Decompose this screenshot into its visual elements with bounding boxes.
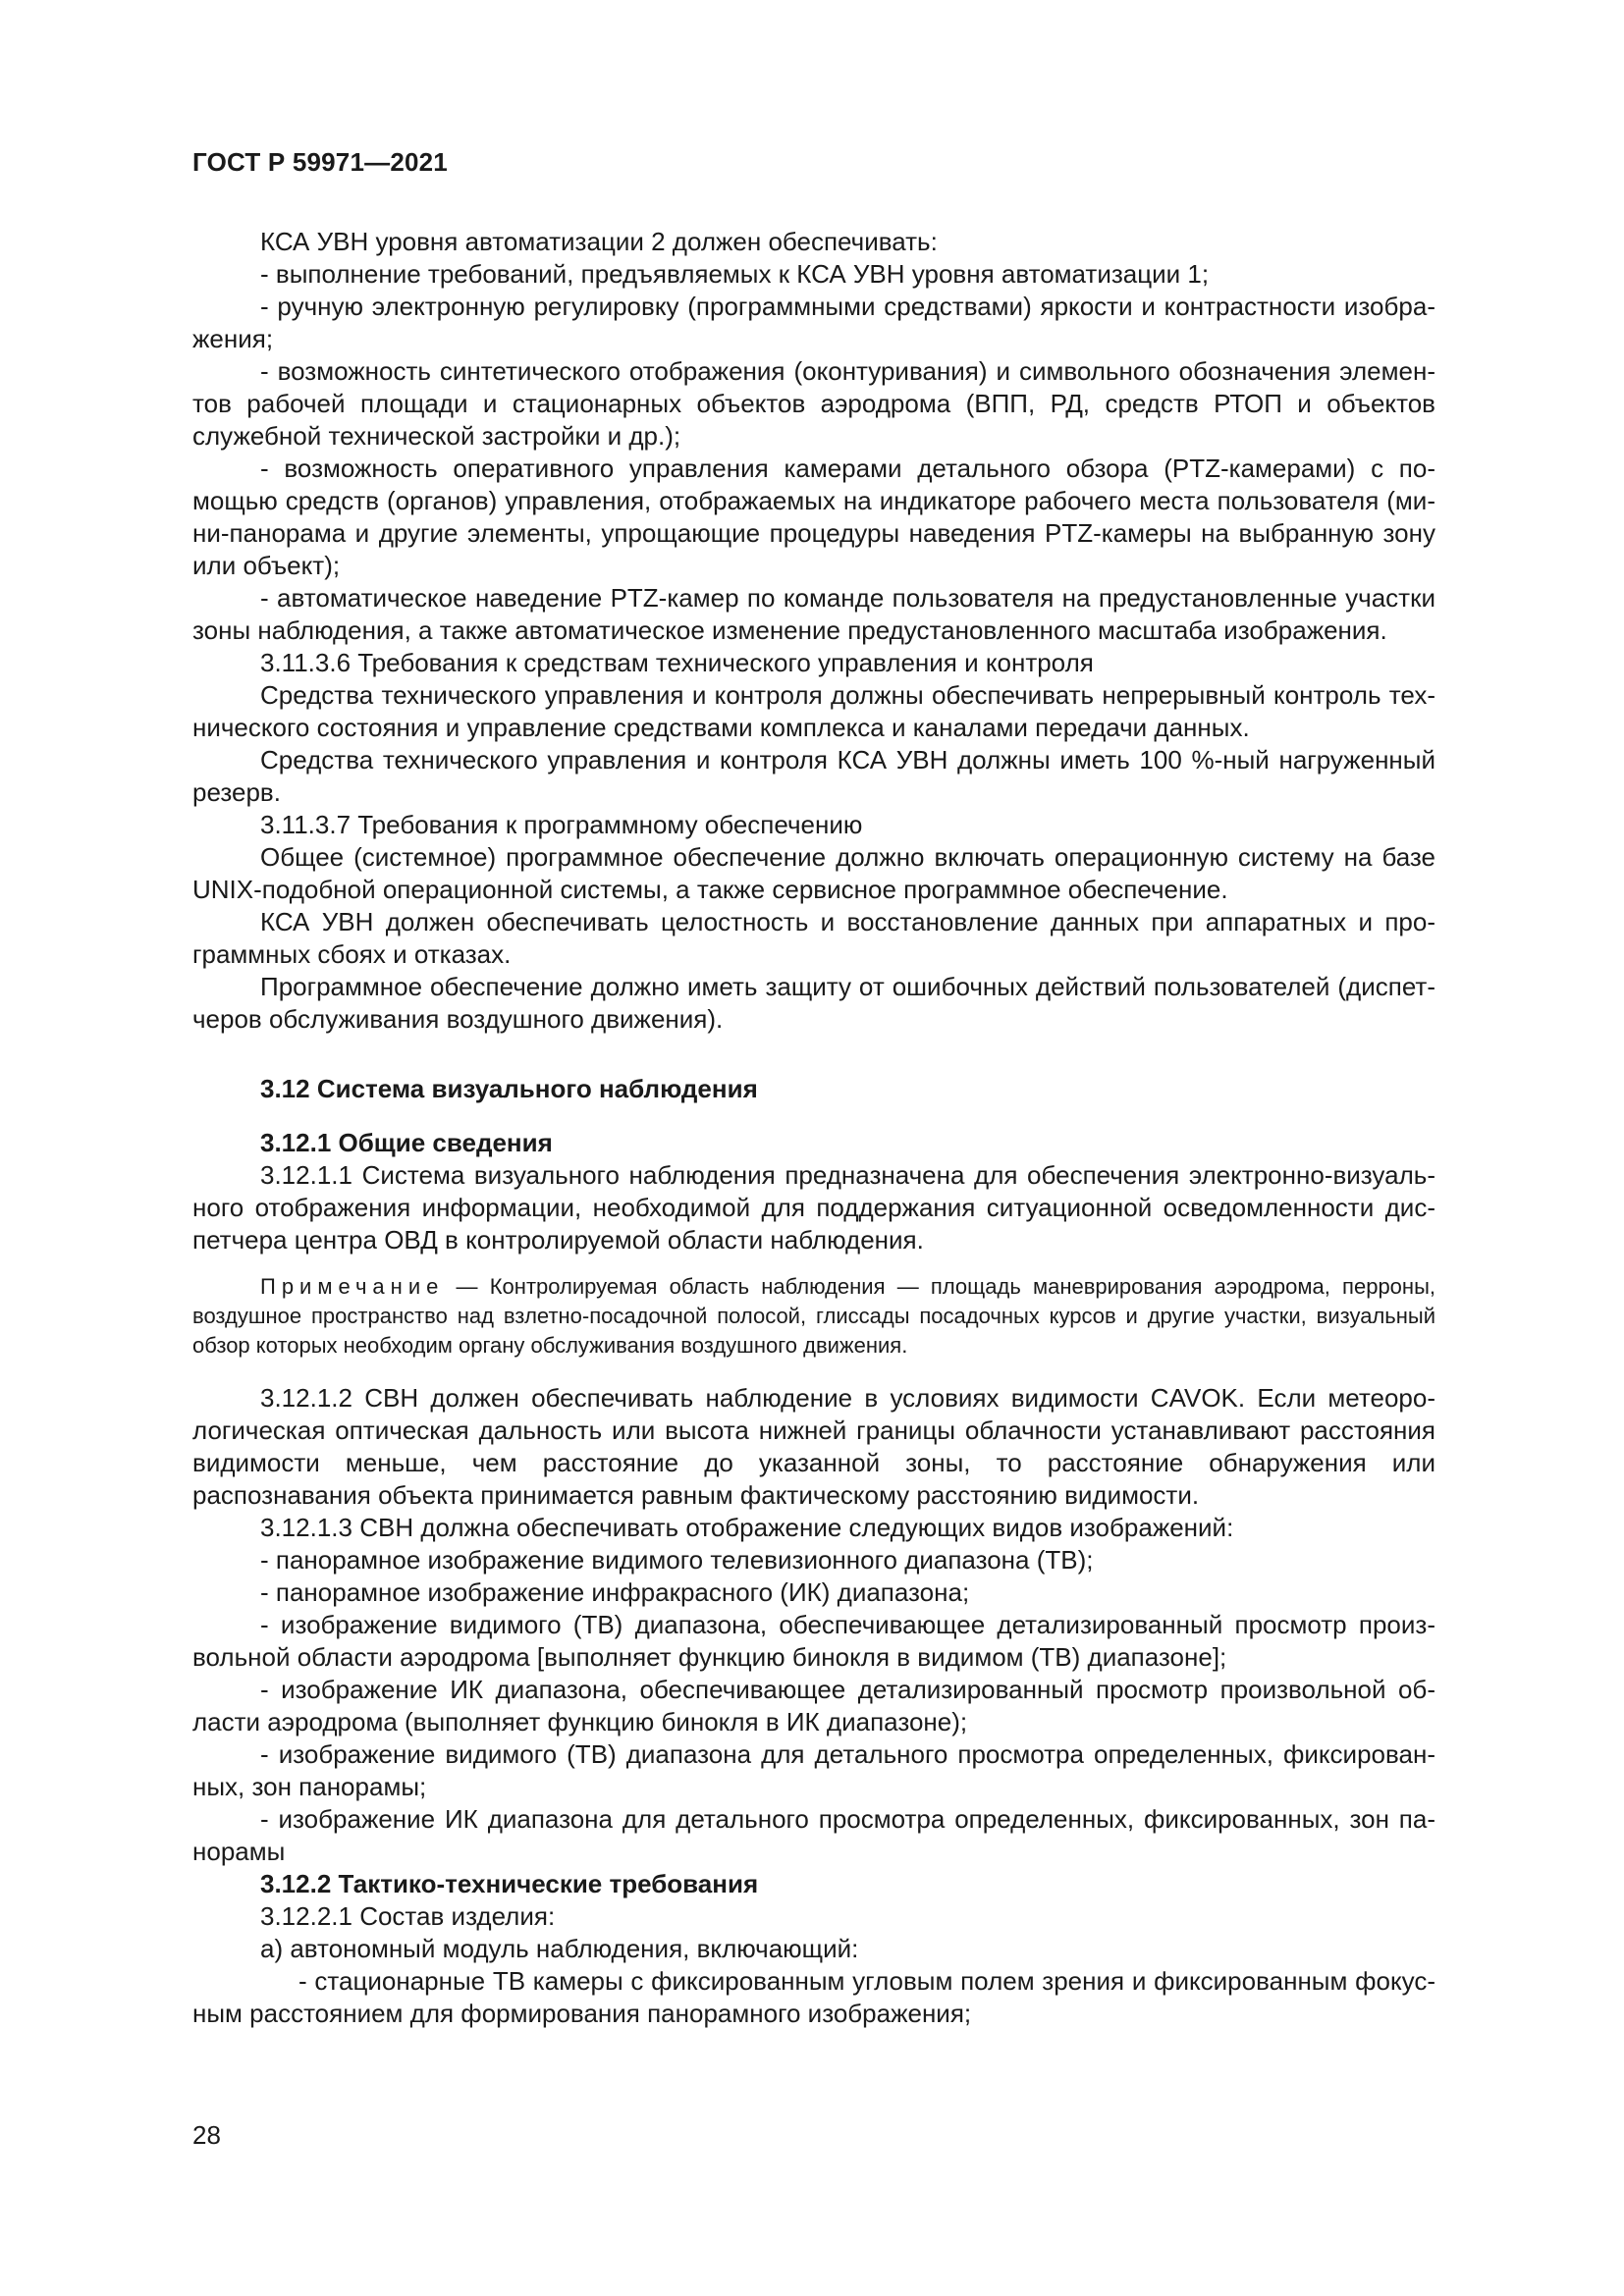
paragraph: Общее (системное) программное обеспечение должно включать операционную систему на базе UNIX-подобной операционной системы, а также сервисное программное обеспечение. (192, 842, 1435, 904)
paragraph: Средства технического управления и контроля КСА УВН должны иметь 100 %-ный нагруженный резерв. (192, 745, 1435, 807)
page-number: 28 (192, 2120, 221, 2150)
list-item: - изображение видимого (ТВ) диапазона для детального просмотра определенных, фиксированных, зон панорамы; (192, 1739, 1435, 1801)
note-label: Примечание (260, 1274, 445, 1299)
paragraph: 3.12.2.1 Состав изделия: (260, 1901, 556, 1931)
paragraph: 3.12.1.2 СВН должен обеспечивать наблюдение в условиях видимости CAVOK. Если метеорологическая оптическая дальность или высота нижней границы облачности устанавливают расстояния видимости меньше, чем расстояние до указанной зоны, то расстояние обнаружения или распознавания объекта принимается равным фактическому расстоянию видимости. (192, 1383, 1435, 1510)
list-item: - изображение видимого (ТВ) диапазона, обеспечивающее детализированный просмотр произвольной области аэродрома [выполняет функцию бинокля в видимом (ТВ) диапазоне]; (192, 1610, 1435, 1672)
subsection-title: 3.12.2 Тактико-технические требования (260, 1869, 759, 1898)
paragraph: Программное обеспечение должно иметь защиту от ошибочных действий пользователей (диспетчеров обслуживания воздушного движения). (192, 972, 1435, 1034)
list-item: - ручную электронную регулировку (программными средствами) яркости и контрастности изображения; (192, 292, 1435, 353)
paragraph: КСА УВН уровня автоматизации 2 должен обеспечивать: (260, 227, 938, 256)
list-item: - панорамное изображение видимого телевизионного диапазона (ТВ); (260, 1545, 1094, 1575)
list-item: - возможность синтетического отображения (оконтуривания) и символьного обозначения элементов рабочей площади и стационарных объектов аэродрома (ВПП, РД, средств РТОП и объектов служебной технической застройки и др.); (192, 356, 1435, 451)
paragraph: 3.12.1.3 СВН должна обеспечивать отображение следующих видов изображений: (260, 1513, 1234, 1542)
note (192, 1272, 1435, 1361)
list-item: - автоматическое наведение PTZ-камер по команде пользователя на предустановленные участки зоны наблюдения, а также автоматическое изменение предустановленного масштаба изображения. (192, 583, 1435, 645)
list-item: - изображение ИК диапазона для детального просмотра определенных, фиксированных, зон панорамы (192, 1804, 1435, 1866)
document-body (192, 226, 1435, 2030)
clause-heading: 3.11.3.7 Требования к программному обеспечению (260, 810, 863, 839)
list-item: - панорамное изображение инфракрасного (ИК) диапазона; (260, 1577, 970, 1607)
subsection-title: 3.12.1 Общие сведения (260, 1128, 553, 1157)
note-text: — Контролируемая область наблюдения — площадь маневрирования аэродрома, перроны, воздушное пространство над взлетно-посадочной полосой, глиссады посадочных курсов и другие участки, визуальный обзор которых необходим органу обслуживания воздушного движения. (192, 1274, 1435, 1358)
list-item: - возможность оперативного управления камерами детального обзора (PTZ-камерами) с помощью средств (органов) управления, отображаемых на индикаторе рабочего места пользователя (мини-панорама и другие элементы, упрощающие процедуры наведения PTZ-камеры на выбранную зону или объект); (192, 454, 1435, 580)
list-item: - выполнение требований, предъявляемых к КСА УВН уровня автоматизации 1; (260, 259, 1210, 289)
list-item: - стационарные ТВ камеры с фиксированным угловым полем зрения и фиксированным фокусным расстоянием для формирования панорамного изображения; (192, 1966, 1435, 2028)
clause-heading: 3.11.3.6 Требования к средствам технического управления и контроля (260, 648, 1094, 677)
list-item: а) автономный модуль наблюдения, включающий: (260, 1934, 859, 1963)
paragraph: Средства технического управления и контроля должны обеспечивать непрерывный контроль технического состояния и управление средствами комплекса и каналами передачи данных. (192, 680, 1435, 742)
list-item: - изображение ИК диапазона, обеспечивающее детализированный просмотр произвольной области аэродрома (выполняет функцию бинокля в ИК диапазоне); (192, 1675, 1435, 1736)
document-header: ГОСТ Р 59971—2021 (192, 147, 448, 177)
section-title: 3.12 Система визуального наблюдения (260, 1074, 758, 1103)
paragraph: КСА УВН должен обеспечивать целостность и восстановление данных при аппаратных и программных сбоях и отказах. (192, 907, 1435, 969)
paragraph: 3.12.1.1 Система визуального наблюдения предназначена для обеспечения электронно-визуального отображения информации, необходимой для поддержания ситуационной осведомленности диспетчера центра ОВД в контролируемой области наблюдения. (192, 1160, 1435, 1255)
